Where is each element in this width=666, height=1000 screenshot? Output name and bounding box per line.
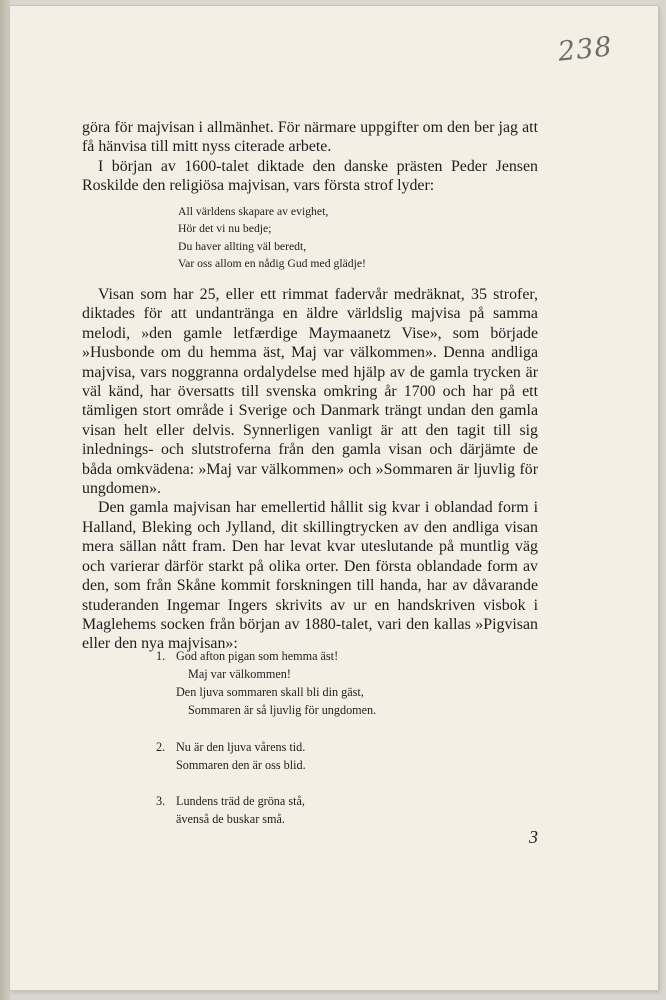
song-line: Lundens träd de gröna stå, xyxy=(176,794,305,809)
stanza-2 xyxy=(156,739,476,775)
paragraph-2: I början av 1600-talet diktade den danske prästen Peder Jensen Roskilde den religiösa majvisan, vars första strof lyder: xyxy=(82,157,538,195)
stanza-number: 2. xyxy=(156,739,166,754)
stanza-3 xyxy=(156,793,476,829)
song-line: Den ljuva sommaren skall bli din gäst, xyxy=(176,684,364,699)
song-line: God afton pigan som hemma äst! xyxy=(176,649,339,663)
verse-line: Hör det vi nu bedje; xyxy=(178,222,272,236)
handwritten-folio-number: 238 xyxy=(556,31,615,68)
verse-line: All världens skapare av evighet, xyxy=(178,204,329,218)
song-line: ävenså de buskar små. xyxy=(176,812,285,827)
song-text xyxy=(156,648,476,829)
song-line: Nu är den ljuva vårens tid. xyxy=(176,739,306,754)
song-line: Maj var välkommen! xyxy=(188,666,291,681)
paragraph-4: Den gamla majvisan har emellertid hållit sig kvar i oblandad form i Halland, Bleking och Jylland, dit skillingtrycken av den andliga visan mera sällan nått fram. Den har levat kvar uteslutande på muntlig väg och varierar därför starkt på olika orter. Den första oblandade form av den, som från Skåne kommit forskningen till handa, har av dåvarande studeranden Ingemar Ingers skrivits av ur en handskriven visbok i Maglehems socken från början av 1880-talet, vari den kallas »Pigvisan eller den nya majvisan»: xyxy=(82,499,538,653)
verse-line: Du haver allting väl beredt, xyxy=(178,239,307,253)
song-line: Sommaren den är oss blid. xyxy=(176,757,306,772)
stanza-1 xyxy=(156,648,476,720)
book-spine xyxy=(0,0,10,1000)
stanza-number: 1. xyxy=(156,649,166,663)
main-text xyxy=(82,118,538,654)
verse-line: Var oss allom en nådig Gud med glädje! xyxy=(178,257,366,271)
paragraph-1: göra för majvisan i allmänhet. För närmare uppgifter om den ber jag att få hänvisa till mitt nyss citerade arbete. xyxy=(82,119,538,156)
stanza-number: 3. xyxy=(156,794,166,809)
quoted-verse xyxy=(178,203,538,273)
page-number: 3 xyxy=(529,827,538,847)
paragraph-3: Visan som har 25, eller ett rimmat fadervår medräknat, 35 strofer, diktades för att undantränga en äldre världslig majvisa på samma melodi, »den gamle letfærdige Maymaanetz Vise», som började »Husbonde om du hemma äst, Maj var välkommen». Denna andliga majvisa, vars noggranna ordalydelse med hjälp av de gamla trycken är väl känd, har översatts till svenska omkring år 1700 och har på ett tämligen stort område i Sverige och Danmark trängt undan den gamla visan helt eller delvis. Synnerligen vanligt är att den tagit till sig inlednings- och slutstroferna från den gamla visan och därjämte de båda omkvädena: »Maj var välkommen» och »Sommaren är ljuvlig för ungdomen». xyxy=(82,286,538,498)
song-line: Sommaren är så ljuvlig för ungdomen. xyxy=(188,702,377,717)
